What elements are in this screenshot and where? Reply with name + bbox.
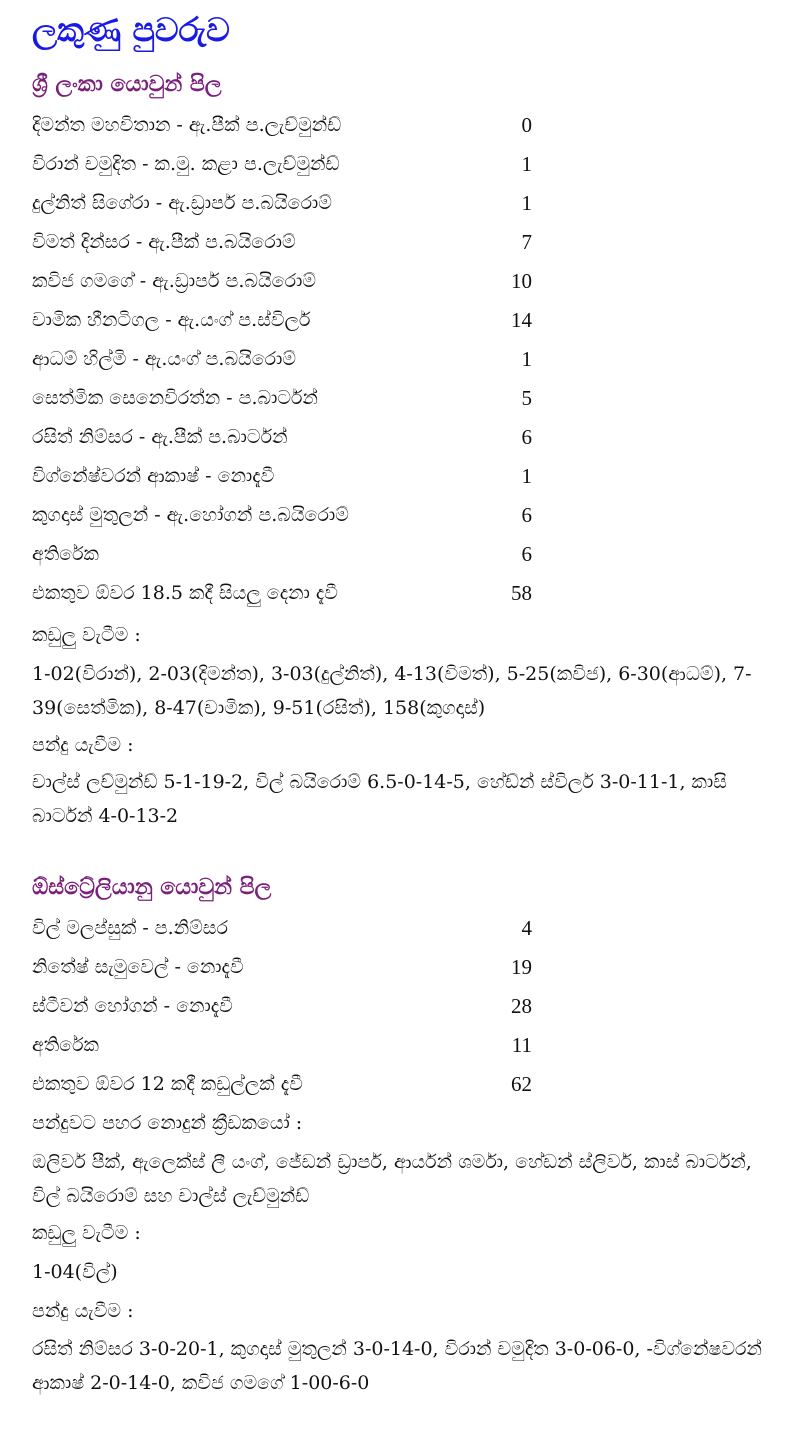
aus-total-row [32,1069,532,1099]
aus-extras-row [32,1030,532,1060]
runs: 0 [521,113,532,137]
aus-fow-text: 1-04(විල්) [32,1261,118,1283]
sl-batting-row [32,305,532,335]
runs: 14 [511,308,532,332]
batsman-dismissal: චාමික හීනටිගල - ඇ.යංග් ප.ස්විලර් [32,309,311,331]
aus-fow-label: කඩුලු වැටීම : [32,1222,141,1244]
aus-batting-row [32,952,532,982]
aus-bowling-label: පන්දු යැවීම : [32,1300,134,1322]
sl-batting-row [32,422,532,452]
total-runs: 62 [511,1072,532,1096]
batsman-dismissal: ආධම් හිල්මි - ඇ.යංග් ප.බයිරොම් [32,348,297,370]
runs: 1 [521,191,532,215]
runs: 6 [521,503,532,527]
batsman-dismissal: විරාන් චමුදිත - ක.මු. කළා ප.ලැච්මුන්ඩ් [32,153,340,175]
batsman-dismissal: දිමන්ත මහවිතාන - ඇ.පීක් ප.ලැච්මුන්ඩ් [32,114,342,136]
runs: 1 [521,464,532,488]
runs: 28 [511,994,532,1018]
sl-batting-row [32,266,532,296]
aus-bowling-text: රසිත් නිම්සර 3-0-20-1, කුගදාස් මුතුලන් 3-0-14-0, විරාන් චමුදිත 3-0-06-0, -විග්නේෂවරන් ආකාෂ් 2-0-14-0, කවිජ ගමගේ 1-00-6-0 [32,1338,762,1394]
batsman-dismissal: ස්ටීවන් හෝගන් - නොදැවී [32,995,233,1017]
extras-label: අතිරේක [32,543,99,565]
extras-label: අතිරේක [32,1034,99,1056]
batsman-dismissal: රසිත් නිම්සර - ඇ.පීක් ප.බාර්ටන් [32,426,288,448]
runs: 19 [511,955,532,979]
runs: 6 [521,425,532,449]
sl-batting-row [32,461,532,491]
runs: 10 [511,269,532,293]
sl-fow-label: කඩුලු වැටීම : [32,624,141,646]
aus-dnb-text: ඔලිවර් පීක්, ඇලෙක්ස් ලී යංග්, ජේඩන් ඩ්‍රාපර්, ආර්යන් ශර්මා, හේඩන් ස්ලිවර්, කාස් බාර්ටන්, විල් බයිරොම් සහ චාල්ස් ලැච්මුන්ඩ් [32,1151,752,1207]
sl-batting-row [32,383,532,413]
batsman-dismissal: විමත් දින්සර - ඇ.පීක් ප.බයිරොම් [32,231,296,253]
sl-fow-text: 1-02(විරාන්), 2-03(දිමන්ත), 3-03(දුල්නිත්), 4-13(විමත්), 5-25(කවිජ), 6-30(ආධම්), 7-39(සෙත්මික), 8-47(චාමික), 9-51(රසිත්), 158(කුගදාස්) [32,663,752,719]
sl-batting-row [32,110,532,140]
australia-heading: ඕස්ට්‍රේලියානු යොවුන් පිල [32,875,272,900]
total-label: එකතුව ඕවර 12 කදී කඩුල්ලක් දැවී [32,1073,303,1095]
sl-batting-row [32,188,532,218]
sl-batting-row [32,227,532,257]
runs: 5 [521,386,532,410]
aus-dnb-label: පන්දුවට පහර නොදුන් ක්‍රීඩකයෝ : [32,1112,303,1134]
aus-batting-row [32,913,532,943]
total-runs: 58 [511,581,532,605]
runs: 1 [521,347,532,371]
runs: 4 [521,916,532,940]
sl-batting-row [32,149,532,179]
batsman-dismissal: විග්නේෂ්වරන් ආකාෂ් - නොදැවී [32,465,275,487]
sl-extras-row [32,539,532,569]
sl-batting-row [32,500,532,530]
batsman-dismissal: කුගදාස් මුතුලන් - ඇ.හෝගන් ප.බයිරොම් [32,504,349,526]
batsman-dismissal: සෙත්මික සෙනෙවිරත්න - ප.බාර්ටන් [32,387,318,409]
sl-bowling-text: චාල්ස් ලච්මුන්ඩ් 5-1-19-2, විල් බයිරොම් 6.5-0-14-5, හේඩ්න් ස්විලර් 3-0-11-1, කාසි බාර්ටන් 4-0-13-2 [32,771,727,827]
aus-batting-row [32,991,532,1021]
sl-bowling-label: පන්දු යැවීම : [32,734,134,756]
batsman-dismissal: දුල්නිත් සිගේරා - ඇ.ඩ්‍රාපර් ප.බයිරොම් [32,192,332,214]
runs: 7 [521,230,532,254]
batsman-dismissal: විල් මලප්සුක් - ප.නිම්සර [32,917,228,939]
extras-runs: 6 [521,542,532,566]
runs: 1 [521,152,532,176]
page-title: ලකුණු පුවරුව [32,10,230,49]
sl-total-row [32,578,532,608]
batsman-dismissal: කවිජ ගමගේ - ඇ.ඩ්‍රාපර් ප.බයිරොම් [32,270,316,292]
total-label: එකතුව ඕවර 18.5 කදී සියලු දෙනා දැවී [32,582,338,604]
extras-runs: 11 [511,1033,532,1057]
sri-lanka-heading: ශ්‍රී ලංකා යොවුන් පිල [32,72,222,97]
sl-batting-row [32,344,532,374]
batsman-dismissal: නිතේෂ් සැමුවෙල් - නොදැවී [32,956,244,978]
